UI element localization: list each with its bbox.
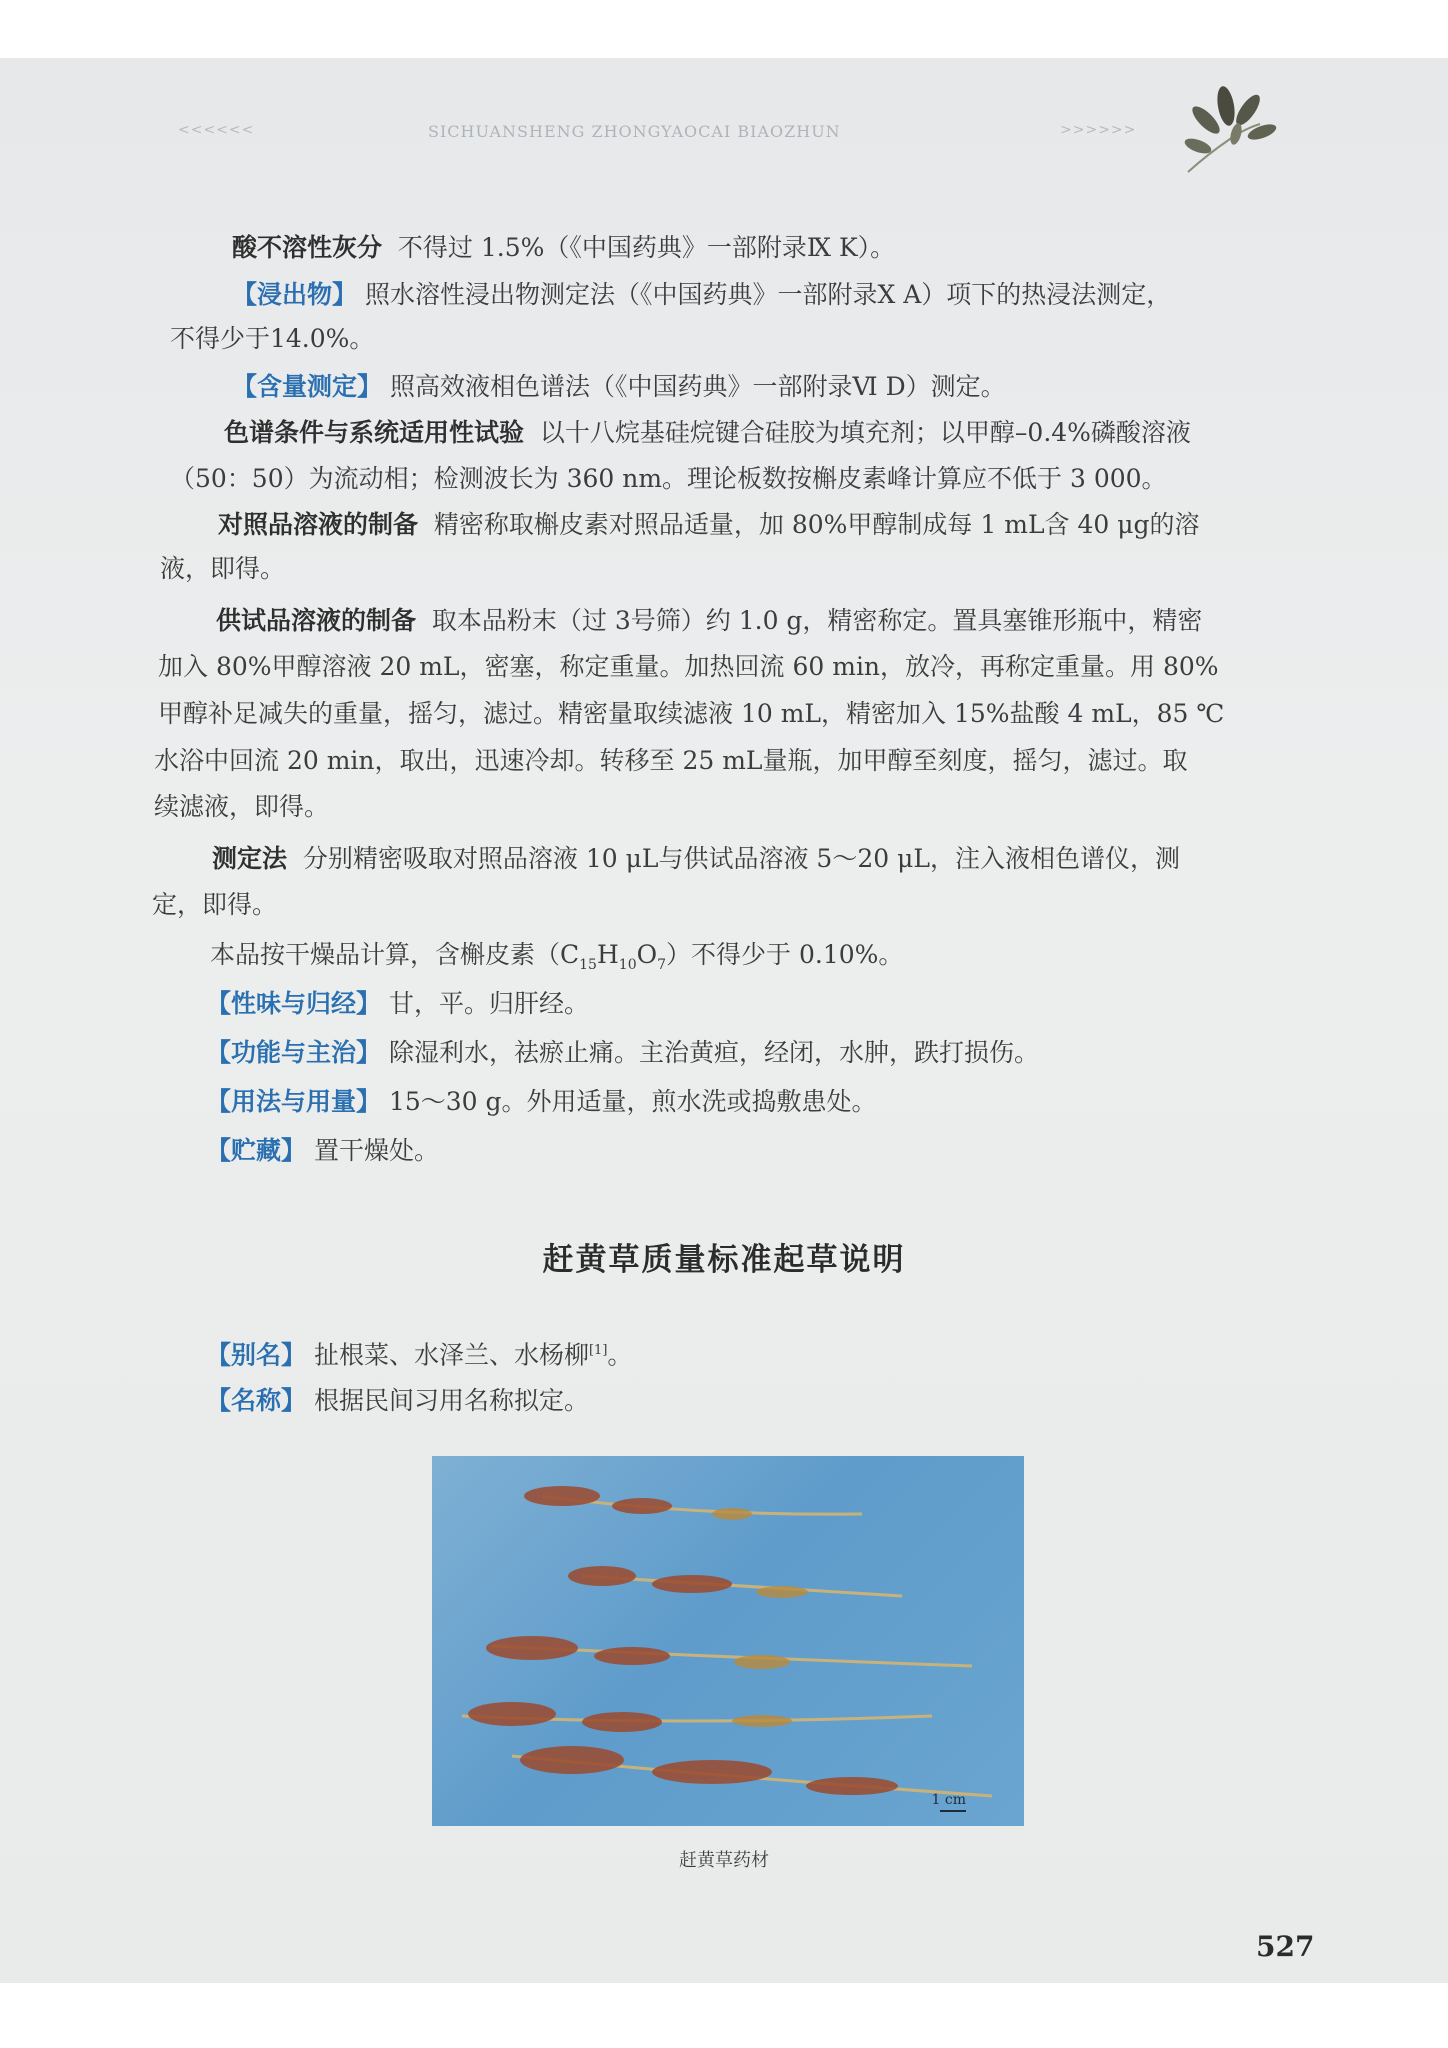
herb-stems-illustration xyxy=(432,1456,1024,1826)
header-arrows-right: >>>>>> xyxy=(1060,122,1137,138)
section-tag-alias: 【别名】 xyxy=(206,1340,307,1370)
scale-bar xyxy=(940,1810,966,1812)
chromatography-line2: （50：50）为流动相；检测波长为 360 nm。理论板数按槲皮素峰计算应不低于 3 000。 xyxy=(170,464,1167,493)
body-text: 根据民间习用名称拟定。 xyxy=(313,1386,589,1415)
reference-solution-line1 xyxy=(218,508,1200,542)
usage-dosage xyxy=(206,1085,877,1119)
procedure-line1 xyxy=(212,842,1180,876)
section-title: 赶黄草质量标准起草说明 xyxy=(542,1242,906,1278)
section-tag-usage: 【用法与用量】 xyxy=(206,1087,382,1116)
header-arrows-left: <<<<<< xyxy=(178,122,255,138)
herb-specimen-photo xyxy=(432,1456,1024,1826)
term-label: 酸不溶性灰分 xyxy=(232,233,383,262)
body-text: 取本品粉末（过 3号筛）约 1.0 g，精密称定。置具塞锥形瓶中，精密 xyxy=(431,606,1203,635)
body-text: 扯根菜、水泽兰、水杨柳 xyxy=(313,1340,589,1370)
section-tag-name: 【名称】 xyxy=(206,1386,307,1415)
reference-mark: [1] xyxy=(588,1343,608,1358)
test-solution-line2: 加入 80%甲醇溶液 20 mL，密塞，称定重量。加热回流 60 min，放冷，再称定重量。用 80% xyxy=(158,652,1219,681)
running-title: SICHUANSHENG ZHONGYAOCAI BIAOZHUN xyxy=(428,122,841,141)
body-text: 除湿利水，祛瘀止痛。主治黄疸，经闭，水肿，跌打损伤。 xyxy=(388,1038,1039,1067)
scale-label: 1 cm xyxy=(931,1792,966,1808)
acid-insoluble-ash xyxy=(232,231,895,265)
test-solution-line4: 水浴中回流 20 min，取出，迅速冷却。转移至 25 mL量瓶，加甲醇至刻度，摇匀，滤过。取 xyxy=(154,746,1188,775)
section-tag-storage: 【贮藏】 xyxy=(206,1136,307,1165)
section-tag-nature: 【性味与归经】 xyxy=(206,989,382,1018)
body-text: 分别精密吸取对照品溶液 10 μL与供试品溶液 5～20 μL，注入液相色谱仪，测 xyxy=(302,844,1180,873)
section-tag-extractives: 【浸出物】 xyxy=(232,280,358,309)
body-text: 精密称取槲皮素对照品适量，加 80%甲醇制成每 1 mL含 40 μg的溶 xyxy=(433,510,1200,539)
body-text: 甘，平。归肝经。 xyxy=(388,989,589,1018)
page-number: 527 xyxy=(1256,1930,1315,1963)
test-solution-line1 xyxy=(216,604,1202,638)
leaf-logo-icon xyxy=(1168,84,1278,184)
term-label: 测定法 xyxy=(212,844,288,873)
term-label: 色谱条件与系统适用性试验 xyxy=(224,418,525,447)
procedure-line2: 定，即得。 xyxy=(152,890,278,919)
functions-indications xyxy=(206,1036,1039,1070)
section-tag-functions: 【功能与主治】 xyxy=(206,1038,382,1067)
name-origin xyxy=(206,1384,589,1418)
body-text: 置干燥处。 xyxy=(313,1136,439,1165)
extractives-line2: 不得少于14.0%。 xyxy=(170,324,375,353)
body-text: 15～30 g。外用适量，煎水洗或捣敷患处。 xyxy=(388,1087,877,1116)
storage xyxy=(206,1134,439,1168)
figure-caption: 赶黄草药材 xyxy=(679,1850,769,1871)
chromatography-line1 xyxy=(224,416,1191,450)
term-label: 对照品溶液的制备 xyxy=(218,510,419,539)
nature-meridian xyxy=(206,987,589,1021)
body-text: 照高效液相色谱法（《中国药典》一部附录Ⅵ D）测定。 xyxy=(389,372,1006,401)
reference-solution-line2: 液，即得。 xyxy=(160,554,286,583)
body-text: 以十八烷基硅烷键合硅胶为填充剂；以甲醇–0.4%磷酸溶液 xyxy=(539,418,1191,447)
section-tag-assay: 【含量测定】 xyxy=(232,372,383,401)
content-limit: 本品按干燥品计算，含槲皮素$(C_{15}H_{10}O_7)$不得少于 0.10%。 xyxy=(210,940,904,973)
test-solution-line3: 甲醇补足减失的重量，摇匀，滤过。精密量取续滤液 10 mL，精密加入 15%盐酸 4 mL，85 ℃ xyxy=(158,699,1225,728)
test-solution-line5: 续滤液，即得。 xyxy=(154,792,330,821)
term-label: 供试品溶液的制备 xyxy=(216,606,417,635)
extractives-line1 xyxy=(232,278,1171,312)
assay-heading xyxy=(232,370,1006,404)
body-text: 不得过 1.5%（《中国药典》一部附录Ⅸ K）。 xyxy=(397,233,896,262)
body-text: 照水溶性浸出物测定法（《中国药典》一部附录Ⅹ A）项下的热浸法测定， xyxy=(364,280,1172,309)
alias: 【别名】 扯根菜、水泽兰、水杨柳[1]。 xyxy=(206,1340,633,1370)
